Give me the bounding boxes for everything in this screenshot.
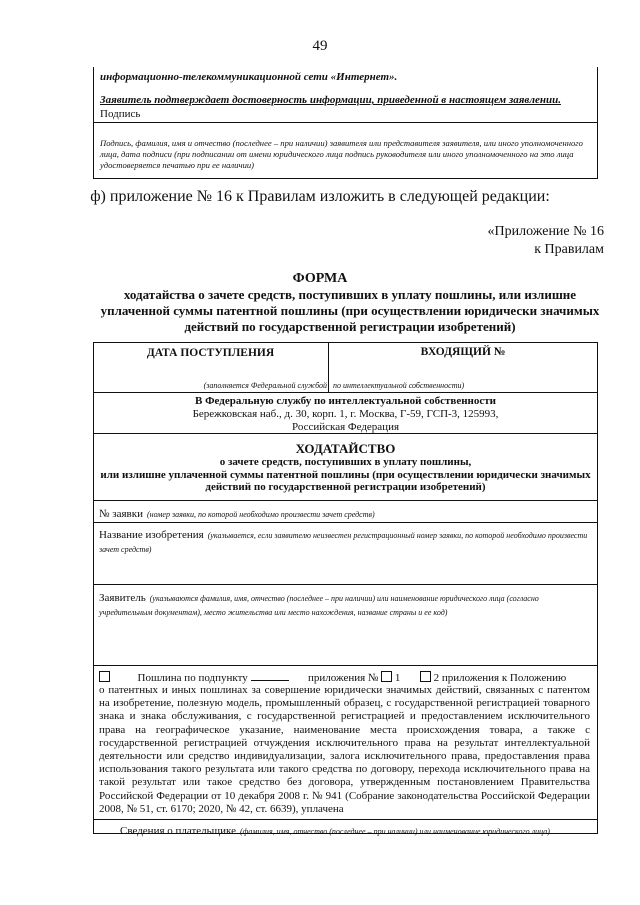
- appendix-no-label: приложения №: [308, 672, 379, 684]
- divider: [93, 122, 598, 123]
- divider: [93, 665, 598, 666]
- addressee-name: В Федеральную службу по интеллектуальной собственности: [194, 395, 496, 407]
- application-number-hint: (номер заявки, по которой необходимо произвести зачет средств): [146, 510, 375, 519]
- applicant-label: Заявитель: [99, 592, 146, 604]
- appendix-line-1: «Приложение № 16: [487, 224, 604, 239]
- addressee-country: Российская Федерация: [291, 421, 400, 433]
- payer-field[interactable]: [120, 821, 550, 839]
- appendix-2-label: 2 приложения к Положению: [433, 672, 567, 684]
- payer-label: Сведения о плательщике: [120, 825, 236, 837]
- appendix-1-checkbox[interactable]: [381, 671, 392, 682]
- confirmation-statement: Заявитель подтверждает достоверность информации, приведенной в настоящем заявлении.: [100, 94, 561, 106]
- petition-subtitle-3: действий по государственной регистрации изобретений): [205, 481, 486, 493]
- divider: [93, 522, 598, 523]
- divider: [93, 819, 598, 820]
- appendix-1-label: 1: [394, 672, 401, 684]
- application-number-label: № заявки: [99, 508, 143, 520]
- fill-note-right: по интеллектуальной собственности): [333, 381, 465, 390]
- fee-description: о патентных и иных пошлинах за совершение юридически значимых действий, связанных с патентом на изобретение, полезную модель, промышленный образец, с государственной регистрацией товарного знака и знака обслуживания, с государственной регистрацией и предоставлением исключительного права на географическое указание, наименование места происхождения товара, а также с государственной регистрацией отчуждения исключительного права на результат интеллектуальной деятельности или средство индивидуализации, залога исключительного права, предоставления права использования такого результата или такого средства по договору, перехода исключительного права на такой результат или такое средство без договора, утвержденным постановлением Правительства Российской Федерации от 10 декабря 2008 г. № 941 (Собрание законодательства Российской Федерации 2008, № 51, ст. 6170; 2020, № 42, ст. 6639), уплачена: [99, 684, 590, 815]
- addressee-block: [93, 395, 598, 434]
- amendment-text: ф) приложение № 16 к Правилам изложить в следующей редакции:: [90, 188, 550, 205]
- signature-label: Подпись: [100, 108, 141, 120]
- petition-subtitle-2: или излишне уплаченной суммы патентной пошлины (при осуществлении юридически значимых: [100, 468, 591, 481]
- appendix-2-checkbox[interactable]: [420, 671, 431, 682]
- divider: [93, 584, 598, 585]
- subpoint-blank[interactable]: [251, 671, 289, 681]
- fee-line: [99, 671, 591, 684]
- fee-subpoint-label: Пошлина по подпункту: [137, 672, 248, 684]
- divider: [93, 433, 598, 434]
- date-received-label: ДАТА ПОСТУПЛЕНИЯ: [146, 347, 275, 359]
- appendix-line-2: к Правилам: [534, 242, 604, 257]
- invention-title-hint: (указывается, если заявителю неизвестен регистрационный номер заявки, по которой необходимо произвести зачет средств): [99, 531, 588, 554]
- petition-heading-block: [93, 441, 598, 494]
- petition-subtitle-1: о зачете средств, поступивших в уплату пошлины,: [219, 456, 472, 468]
- invention-title-field[interactable]: [99, 528, 591, 556]
- incoming-number-label: ВХОДЯЩИЙ №: [420, 346, 506, 358]
- addressee-address: Бережковская наб., д. 30, корп. 1, г. Москва, Г-59, ГСП-3, 125993,: [192, 408, 499, 420]
- divider: [93, 392, 598, 393]
- fee-checkbox[interactable]: [99, 671, 110, 682]
- signature-note: Подпись, фамилия, имя и отчество (последнее – при наличии) заявителя или представителя заявителя, или иного уполномоченного лица, дата подписи (при подписании от имени юридического лица подпись руководителя или иного уполномоченного на это лица удостоверяется печатью при ее наличии): [100, 138, 583, 170]
- appendix-heading: [488, 223, 605, 259]
- payer-hint: (фамилия, имя, отчество (последнее – при наличии) или наименование юридического лица): [240, 827, 550, 836]
- divider: [93, 500, 598, 501]
- applicant-field[interactable]: [99, 591, 591, 619]
- application-number-field[interactable]: [99, 504, 375, 522]
- internet-line: информационно-телекоммуникационной сети «Интернет».: [100, 71, 398, 83]
- form-title: ходатайства о зачете средств, поступивших в уплату пошлины, или излишне уплаченной суммы патентной пошлины (при осуществлении юридически значимых действий по государственной регистрации изобретений): [100, 287, 600, 334]
- applicant-hint: (указываются фамилия, имя, отчество (последнее – при наличии) или наименование юридического лица (согласно учредительным документам), место жительства или место нахождения, название страны и ее код): [99, 594, 539, 617]
- fill-note-left: (заполняется Федеральной службой: [203, 381, 327, 390]
- invention-title-label: Название изобретения: [99, 529, 204, 541]
- petition-title: ХОДАТАЙСТВО: [295, 441, 396, 456]
- forma-label: ФОРМА: [292, 271, 348, 286]
- page-number: 49: [312, 38, 328, 54]
